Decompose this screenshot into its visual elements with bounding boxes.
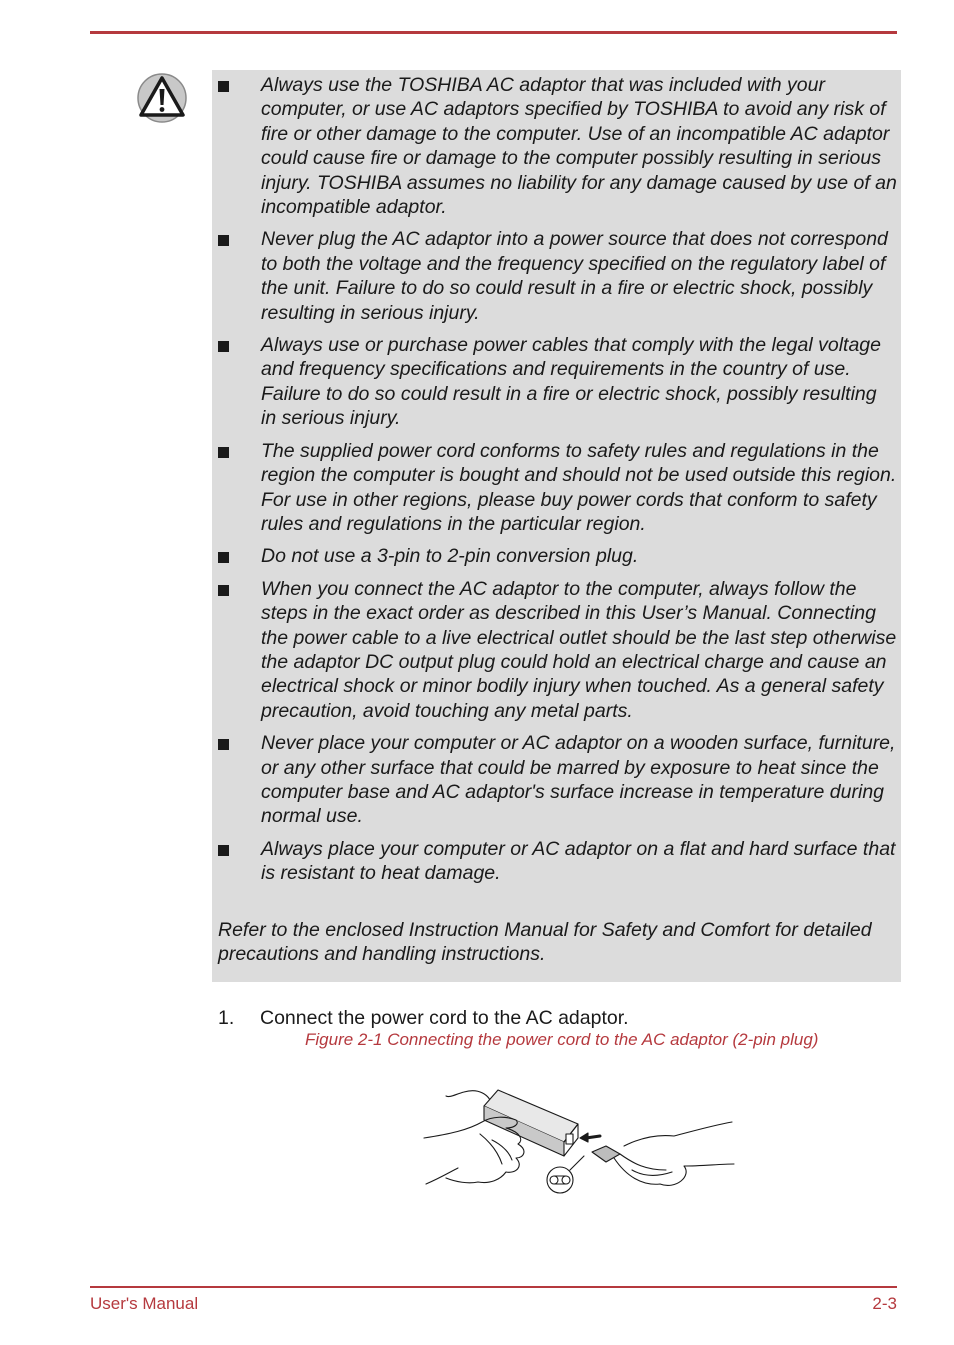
warning-item bbox=[212, 544, 901, 568]
bullet-square-icon bbox=[218, 845, 229, 856]
warning-text: Never plug the AC adaptor into a power source that does not correspond to both the voltage and the frequency specified on the regulatory label of the unit. Failure to do so could result in a fire or electric shock, possibly resulting in serious injury. bbox=[261, 228, 888, 324]
warning-item bbox=[212, 439, 901, 537]
warning-box bbox=[212, 70, 901, 982]
footer-title: User's Manual bbox=[90, 1294, 199, 1313]
warning-item bbox=[212, 577, 901, 723]
warning-item bbox=[212, 73, 901, 219]
page-number: 2-3 bbox=[872, 1294, 897, 1313]
warning-text: Always place your computer or AC adaptor on a flat and hard surface that is resistant to heat damage. bbox=[261, 837, 896, 885]
bullet-square-icon bbox=[218, 341, 229, 352]
footer-rule bbox=[90, 1286, 897, 1288]
step-text: Connect the power cord to the AC adaptor. bbox=[260, 1007, 629, 1029]
warning-list bbox=[212, 73, 901, 894]
warning-item bbox=[212, 227, 901, 325]
header-rule bbox=[90, 31, 897, 34]
bullet-square-icon bbox=[218, 447, 229, 458]
warning-text: When you connect the AC adaptor to the computer, always follow the steps in the exact order as described in this User’s Manual. Connecting the power cable to a live electrical outlet should be the last step otherwise the adaptor DC output plug could hold an electrical charge and cause an electrical shock or minor bodily injury when touched. As a general safety precaution, avoid touching any metal parts. bbox=[261, 577, 897, 722]
warning-text: Always use the TOSHIBA AC adaptor that was included with your computer, or use AC adaptors specified by TOSHIBA to avoid any risk of fire or other damage to the computer. Use of an incompatible AC adaptor could cause fire or damage to the computer possibly resulting in serious injury. TOSHIBA assumes no liability for any damage caused by use of an incompatible adaptor. bbox=[261, 74, 897, 219]
warning-text: Always use or purchase power cables that comply with the legal voltage and frequency specifications and requirements in the country of use. Failure to do so could result in a fire or electric shock, possibly resulting in serious injury. bbox=[261, 334, 881, 430]
warning-text: Never place your computer or AC adaptor on a wooden surface, furniture, or any other surface that could be marred by exposure to heat since the computer base and AC adaptor's surface increase in temperature during normal use. bbox=[261, 732, 896, 828]
ac-adaptor-illustration bbox=[420, 1080, 740, 1198]
bullet-square-icon bbox=[218, 585, 229, 596]
warning-text: Do not use a 3-pin to 2-pin conversion plug. bbox=[261, 545, 639, 568]
bullet-square-icon bbox=[218, 81, 229, 92]
bullet-square-icon bbox=[218, 235, 229, 246]
warning-item bbox=[212, 731, 901, 829]
warning-note: Refer to the enclosed Instruction Manual for Safety and Comfort for detailed precautions and handling instructions. bbox=[218, 919, 872, 966]
warning-text: The supplied power cord conforms to safety rules and regulations in the region the computer is bought and should not be used outside this region. For use in other regions, please buy power cords that conform to safety rules and regulations in the particular region. bbox=[261, 439, 897, 535]
bullet-square-icon bbox=[218, 739, 229, 750]
warning-item bbox=[212, 837, 901, 886]
step-number: 1. bbox=[218, 1007, 235, 1029]
figure-caption: Figure 2-1 Connecting the power cord to the AC adaptor (2-pin plug) bbox=[305, 1030, 819, 1049]
warning-triangle-icon bbox=[136, 72, 188, 124]
bullet-square-icon bbox=[218, 552, 229, 563]
warning-item bbox=[212, 333, 901, 431]
